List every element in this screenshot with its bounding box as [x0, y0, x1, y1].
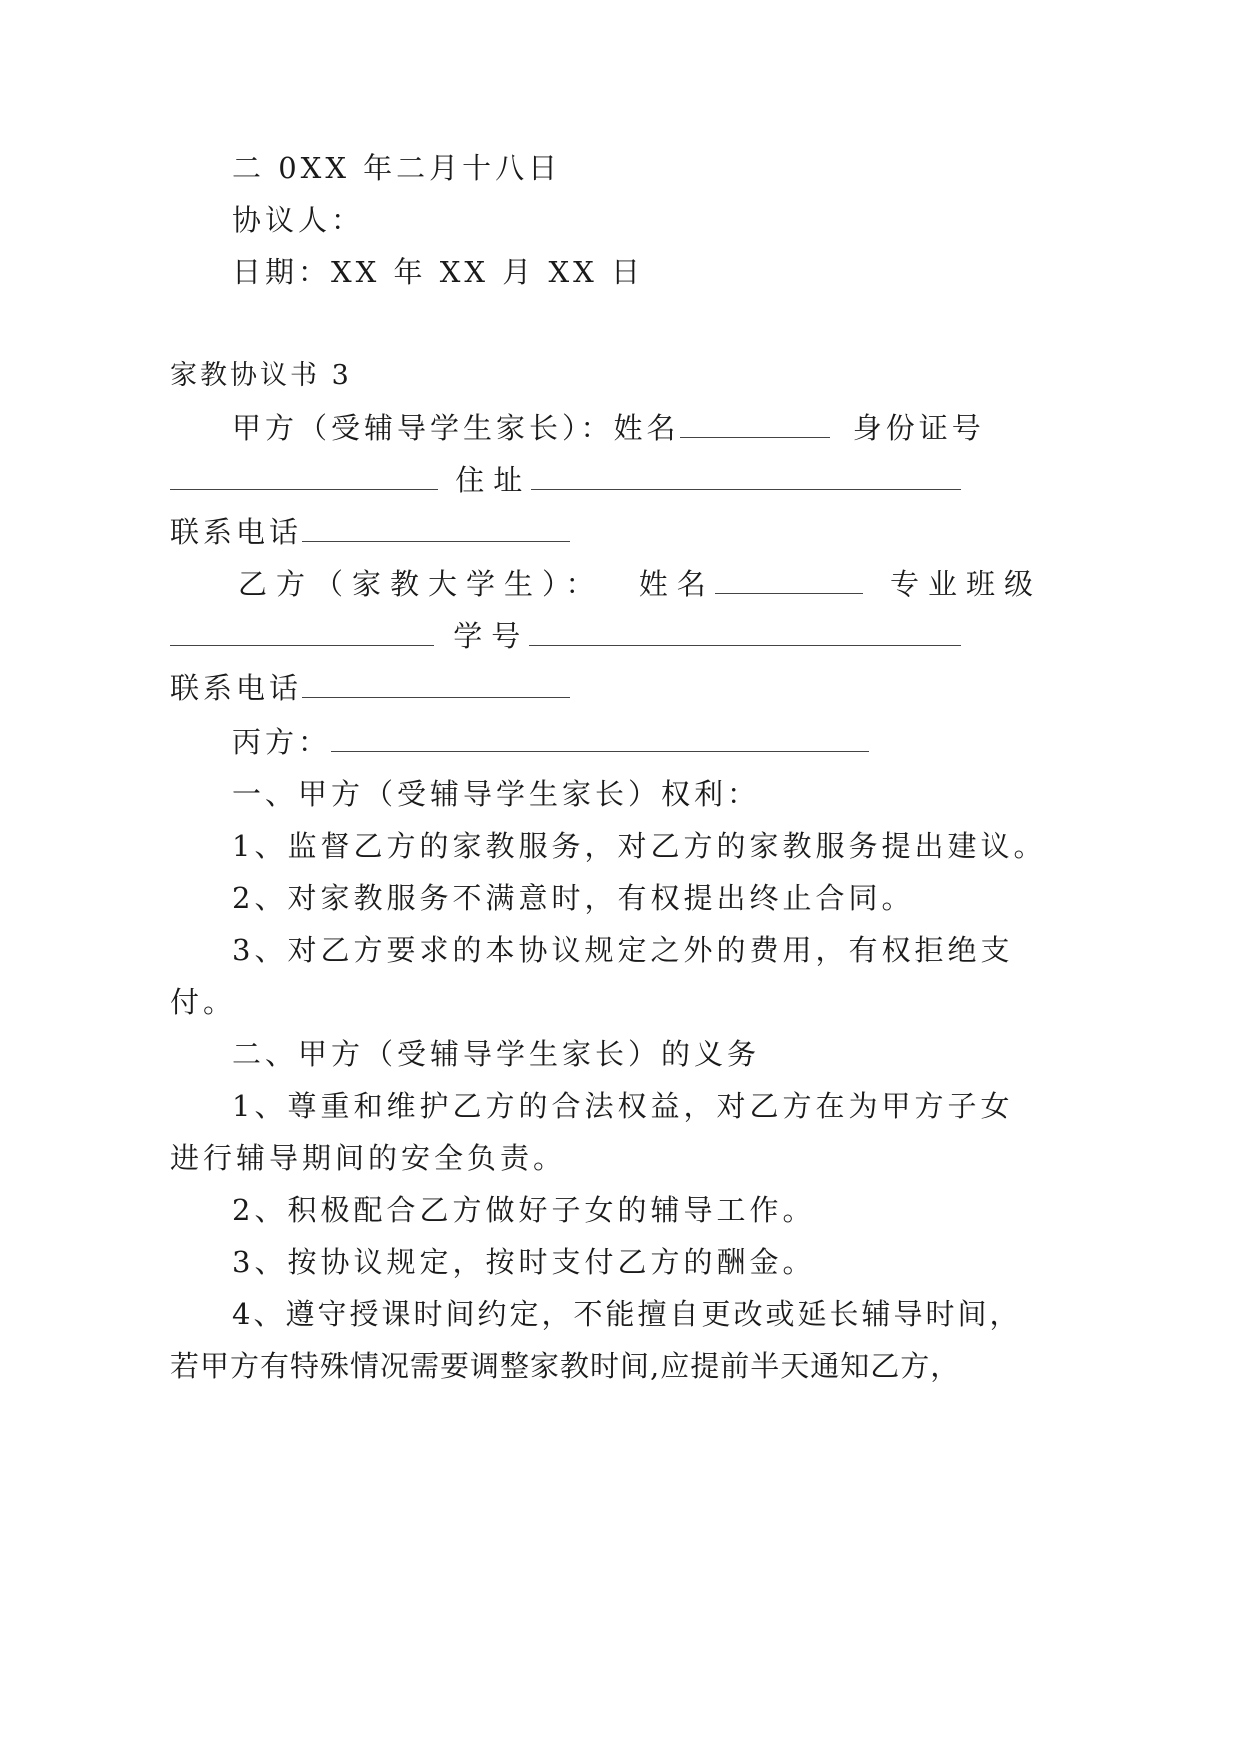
duties-item-3: 3、按协议规定，按时支付乙方的酬金。 [232, 1245, 816, 1279]
party-b-phone-row [170, 668, 570, 708]
rights-item-3-line-2: 付。 [170, 985, 237, 1019]
duties-item-4-line-2: 若甲方有特殊情况需要调整家教时间,应提前半天通知乙方， [170, 1349, 961, 1383]
rights-item-2: 2、对家教服务不满意时，有权提出终止合同。 [232, 881, 915, 915]
party-b-class-label: 专业班级 [889, 567, 1042, 601]
duties-item-1-line-1: 1、尊重和维护乙方的合法权益，对乙方在为甲方子女 [232, 1089, 1014, 1123]
document-title: 家教协议书 3 [170, 360, 352, 391]
date-line: 二 0XX 年二月十八日 [232, 151, 562, 185]
party-b-phone-blank [302, 671, 570, 698]
party-c-blank [331, 725, 869, 752]
party-c-row [232, 722, 869, 762]
party-a-phone-label: 联系电话 [170, 515, 303, 549]
party-b-student-no-blank [529, 619, 961, 646]
duties-heading: 二、甲方（受辅导学生家长）的义务 [232, 1037, 761, 1071]
party-b-name-label: 姓名 [638, 567, 715, 601]
party-a-address-row [170, 460, 961, 500]
party-b-student-no-row [170, 616, 961, 656]
party-a-name-blank [680, 411, 830, 438]
party-a-id-blank [170, 463, 438, 490]
party-b-class-blank [170, 619, 434, 646]
party-b-label: 乙方（家教大学生）： [238, 567, 604, 601]
party-a-row [232, 408, 985, 448]
party-a-phone-blank [302, 515, 570, 542]
party-a-phone-row [170, 512, 570, 552]
duties-item-2: 2、积极配合乙方做好子女的辅导工作。 [232, 1193, 816, 1227]
rights-item-1: 1、监督乙方的家教服务，对乙方的家教服务提出建议。 [232, 829, 1047, 863]
rights-heading: 一、甲方（受辅导学生家长）权利： [232, 777, 761, 811]
duties-item-4-line-1: 4、遵守授课时间约定，不能擅自更改或延长辅导时间， [232, 1297, 1022, 1331]
date-field: 日期：XX 年 XX 月 XX 日 [232, 255, 644, 289]
party-b-student-no-label: 学号 [453, 619, 530, 653]
party-a-address-label: 住址 [455, 463, 532, 497]
duties-item-1-line-2: 进行辅导期间的安全负责。 [170, 1141, 567, 1175]
signatory-label: 协议人： [232, 203, 365, 237]
party-b-name-blank [715, 567, 863, 594]
rights-item-3-line-1: 3、对乙方要求的本协议规定之外的费用，有权拒绝支 [232, 933, 1014, 967]
party-c-label: 丙方： [232, 725, 332, 759]
party-a-address-blank [531, 463, 961, 490]
party-a-label: 甲方（受辅导学生家长）：姓名 [232, 411, 680, 445]
party-a-id-label: 身份证号 [852, 411, 985, 445]
party-b-phone-label: 联系电话 [170, 671, 303, 705]
party-b-row [238, 564, 1042, 604]
